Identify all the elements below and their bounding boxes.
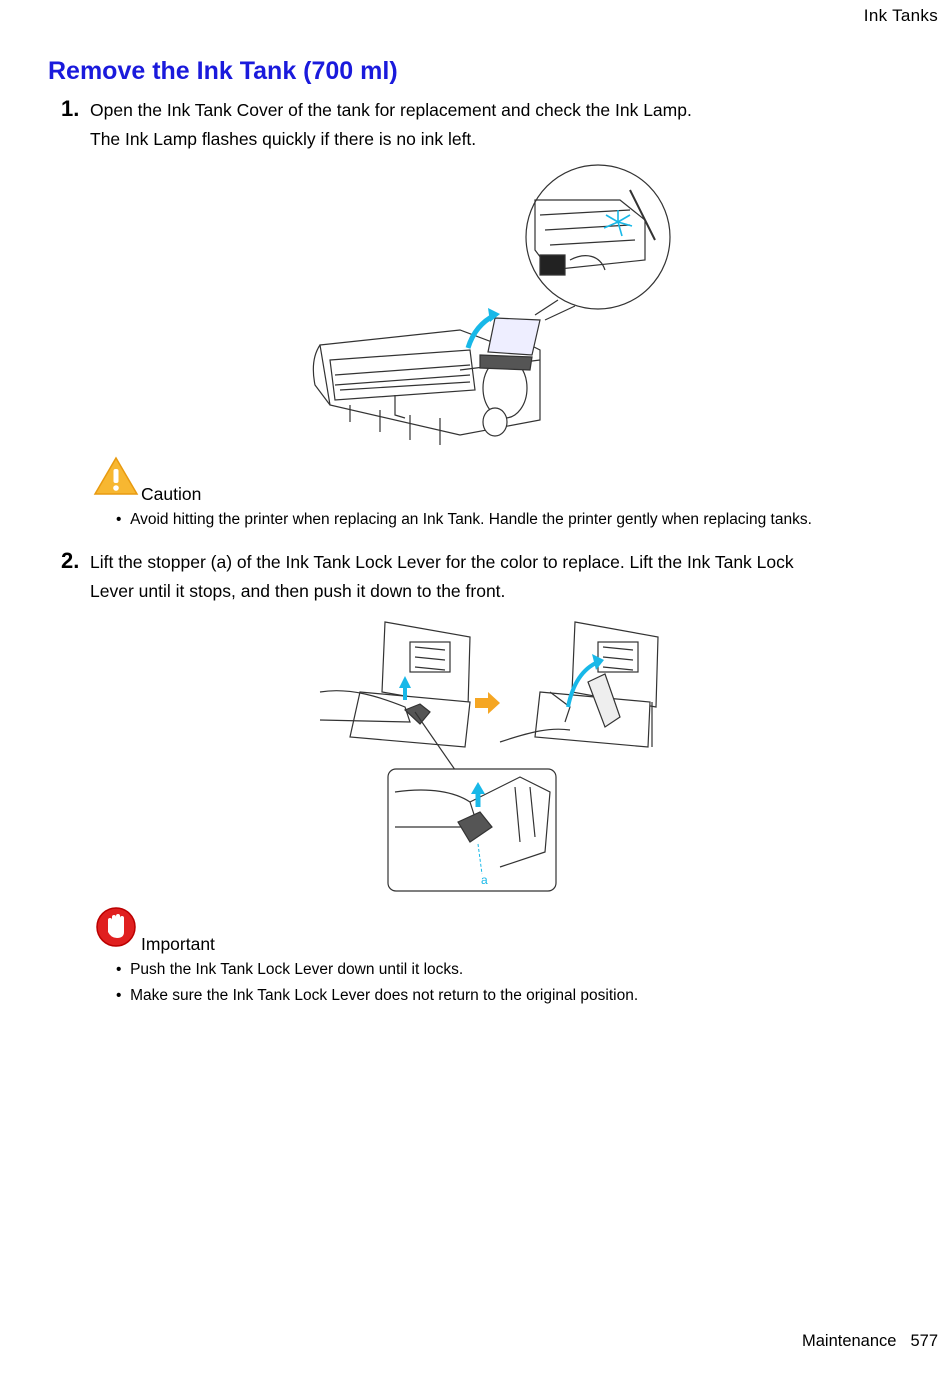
page-number: 577 xyxy=(910,1332,938,1350)
ink-tank-cover xyxy=(488,318,540,355)
step-2-line-2: Lever until it stops, and then push it down to the front. xyxy=(90,581,506,601)
warning-triangle-icon xyxy=(93,456,139,496)
bullet-icon: • xyxy=(116,961,122,978)
step-2-number: 2. xyxy=(61,548,80,573)
important-label: Important xyxy=(141,934,215,954)
step-1-line-1: Open the Ink Tank Cover of the tank for replacement and check the Ink Lamp. xyxy=(90,100,692,120)
step-1-line-2: The Ink Lamp flashes quickly if there is no ink left. xyxy=(90,129,477,149)
caution-item-text: Avoid hitting the printer when replacing an Ink Tank. Handle the printer gently when replacing tanks. xyxy=(130,511,812,528)
caution-item xyxy=(116,511,812,529)
printer-illustration xyxy=(300,160,680,450)
important-item-1 xyxy=(116,961,463,979)
page-footer xyxy=(802,1332,938,1351)
step-1-number: 1. xyxy=(61,96,80,121)
running-header: Ink Tanks xyxy=(863,6,938,25)
important-item-text: Push the Ink Tank Lock Lever down until it locks. xyxy=(130,961,464,978)
footer-chapter: Maintenance xyxy=(801,1332,897,1350)
zoom-detail-circle xyxy=(526,165,670,309)
stopper-callout-label: a xyxy=(481,873,488,887)
important-item-2 xyxy=(116,987,638,1005)
stop-hand-icon xyxy=(95,906,137,948)
bullet-icon: • xyxy=(116,987,122,1004)
important-item-text: Make sure the Ink Tank Lock Lever does not return to the original position. xyxy=(130,987,639,1004)
step-1-text xyxy=(90,96,692,154)
lock-lever-illustration xyxy=(320,612,665,897)
page-title: Remove the Ink Tank (700 ml) xyxy=(48,57,398,85)
bullet-icon: • xyxy=(116,511,122,528)
step-2-line-1: Lift the stopper (a) of the Ink Tank Lock Lever for the color to replace. Lift the Ink Tank Lock xyxy=(90,552,794,572)
caution-label: Caution xyxy=(141,484,202,504)
step-2-text xyxy=(90,548,794,606)
next-step-arrow-icon xyxy=(475,692,500,714)
